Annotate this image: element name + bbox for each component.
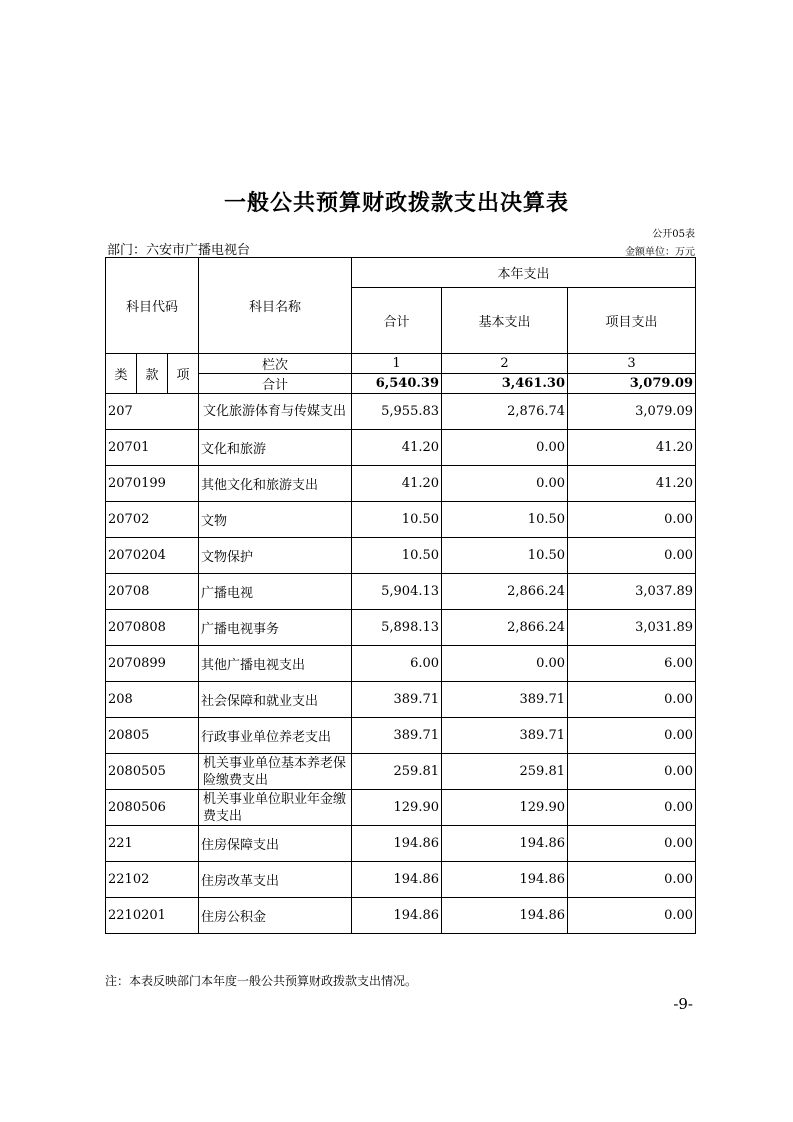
table-row — [106, 754, 696, 790]
row-project: 3,031.89 — [568, 610, 696, 646]
row-name: 其他广播电视支出 — [199, 646, 352, 682]
row-total: 5,955.83 — [352, 394, 442, 430]
header-name: 科目名称 — [199, 258, 352, 354]
row-code: 2070199 — [106, 466, 199, 502]
table-row — [106, 898, 696, 934]
row-project: 0.00 — [568, 898, 696, 934]
row-code: 2070808 — [106, 610, 199, 646]
sum-project: 3,079.09 — [568, 374, 696, 394]
row-total: 5,898.13 — [352, 610, 442, 646]
row-name: 社会保障和就业支出 — [199, 682, 352, 718]
row-total: 41.20 — [352, 430, 442, 466]
row-name: 文物 — [199, 502, 352, 538]
row-code: 20805 — [106, 718, 199, 754]
row-project: 0.00 — [568, 862, 696, 898]
row-code: 2080506 — [106, 790, 199, 826]
row-project: 3,079.09 — [568, 394, 696, 430]
row-code: 207 — [106, 394, 199, 430]
header-total: 合计 — [352, 288, 442, 354]
row-basic: 0.00 — [442, 466, 568, 502]
table-row — [106, 646, 696, 682]
row-basic: 2,866.24 — [442, 574, 568, 610]
col-index-label: 栏次 — [199, 354, 352, 374]
row-name: 广播电视 — [199, 574, 352, 610]
row-project: 0.00 — [568, 682, 696, 718]
row-project: 0.00 — [568, 538, 696, 574]
row-basic: 2,866.24 — [442, 610, 568, 646]
row-name: 住房公积金 — [199, 898, 352, 934]
row-name: 文化旅游体育与传媒支出 — [199, 394, 352, 430]
row-code: 208 — [106, 682, 199, 718]
table-row — [106, 466, 696, 502]
row-name: 机关事业单位职业年金缴费支出 — [199, 790, 352, 826]
row-total: 194.86 — [352, 898, 442, 934]
row-total: 5,904.13 — [352, 574, 442, 610]
row-total: 194.86 — [352, 862, 442, 898]
table-row — [106, 610, 696, 646]
row-total: 10.50 — [352, 502, 442, 538]
row-name: 其他文化和旅游支出 — [199, 466, 352, 502]
table-row — [106, 394, 696, 430]
table-row — [106, 862, 696, 898]
row-project: 0.00 — [568, 718, 696, 754]
header-code: 科目代码 — [106, 258, 199, 354]
row-code: 22102 — [106, 862, 199, 898]
row-basic: 194.86 — [442, 862, 568, 898]
row-basic: 129.90 — [442, 790, 568, 826]
row-code: 20708 — [106, 574, 199, 610]
row-project: 0.00 — [568, 502, 696, 538]
row-basic: 2,876.74 — [442, 394, 568, 430]
row-name: 住房保障支出 — [199, 826, 352, 862]
row-code: 221 — [106, 826, 199, 862]
header-project: 项目支出 — [568, 288, 696, 354]
table-row — [106, 574, 696, 610]
row-basic: 194.86 — [442, 826, 568, 862]
row-name: 机关事业单位基本养老保险缴费支出 — [199, 754, 352, 790]
row-name: 文物保护 — [199, 538, 352, 574]
row-project: 41.20 — [568, 466, 696, 502]
row-name: 住房改革支出 — [199, 862, 352, 898]
row-basic: 389.71 — [442, 682, 568, 718]
row-code: 2070899 — [106, 646, 199, 682]
row-total: 389.71 — [352, 682, 442, 718]
table-row — [106, 682, 696, 718]
sum-label: 合计 — [199, 374, 352, 394]
row-total: 41.20 — [352, 466, 442, 502]
header-annual: 本年支出 — [352, 258, 696, 288]
row-total: 194.86 — [352, 826, 442, 862]
row-total: 389.71 — [352, 718, 442, 754]
row-project: 41.20 — [568, 430, 696, 466]
header-kuan: 款 — [137, 354, 168, 394]
row-name: 文化和旅游 — [199, 430, 352, 466]
row-total: 259.81 — [352, 754, 442, 790]
row-project: 0.00 — [568, 790, 696, 826]
table-row — [106, 718, 696, 754]
expenditure-table — [105, 257, 696, 934]
row-basic: 10.50 — [442, 502, 568, 538]
col-index-2: 2 — [442, 354, 568, 374]
row-name: 广播电视事务 — [199, 610, 352, 646]
table-row — [106, 538, 696, 574]
table-row — [106, 430, 696, 466]
table-row — [106, 502, 696, 538]
row-total: 10.50 — [352, 538, 442, 574]
row-code: 2210201 — [106, 898, 199, 934]
footnote: 注：本表反映部门本年度一般公共预算财政拨款支出情况。 — [105, 974, 418, 988]
page-number: -9- — [673, 995, 693, 1013]
table-row — [106, 790, 696, 826]
row-name: 行政事业单位养老支出 — [199, 718, 352, 754]
row-basic: 194.86 — [442, 898, 568, 934]
header-xiang: 项 — [168, 354, 199, 394]
form-number: 公开05表 — [652, 229, 695, 240]
row-code: 2080505 — [106, 754, 199, 790]
row-basic: 259.81 — [442, 754, 568, 790]
department-label: 部门：六安市广播电视台 — [107, 243, 251, 258]
row-basic: 0.00 — [442, 646, 568, 682]
table-body — [106, 258, 696, 934]
row-code: 20702 — [106, 502, 199, 538]
row-project: 0.00 — [568, 826, 696, 862]
row-basic: 10.50 — [442, 538, 568, 574]
header-lei: 类 — [106, 354, 137, 394]
col-index-3: 3 — [568, 354, 696, 374]
row-project: 0.00 — [568, 754, 696, 790]
sum-total: 6,540.39 — [352, 374, 442, 394]
unit-label: 金额单位：万元 — [625, 247, 695, 258]
row-project: 6.00 — [568, 646, 696, 682]
table-row — [106, 826, 696, 862]
row-project: 3,037.89 — [568, 574, 696, 610]
sum-basic: 3,461.30 — [442, 374, 568, 394]
page-title: 一般公共预算财政拨款支出决算表 — [223, 191, 569, 216]
row-total: 6.00 — [352, 646, 442, 682]
row-code: 2070204 — [106, 538, 199, 574]
row-basic: 0.00 — [442, 430, 568, 466]
col-index-1: 1 — [352, 354, 442, 374]
row-code: 20701 — [106, 430, 199, 466]
header-basic: 基本支出 — [442, 288, 568, 354]
row-basic: 389.71 — [442, 718, 568, 754]
row-total: 129.90 — [352, 790, 442, 826]
